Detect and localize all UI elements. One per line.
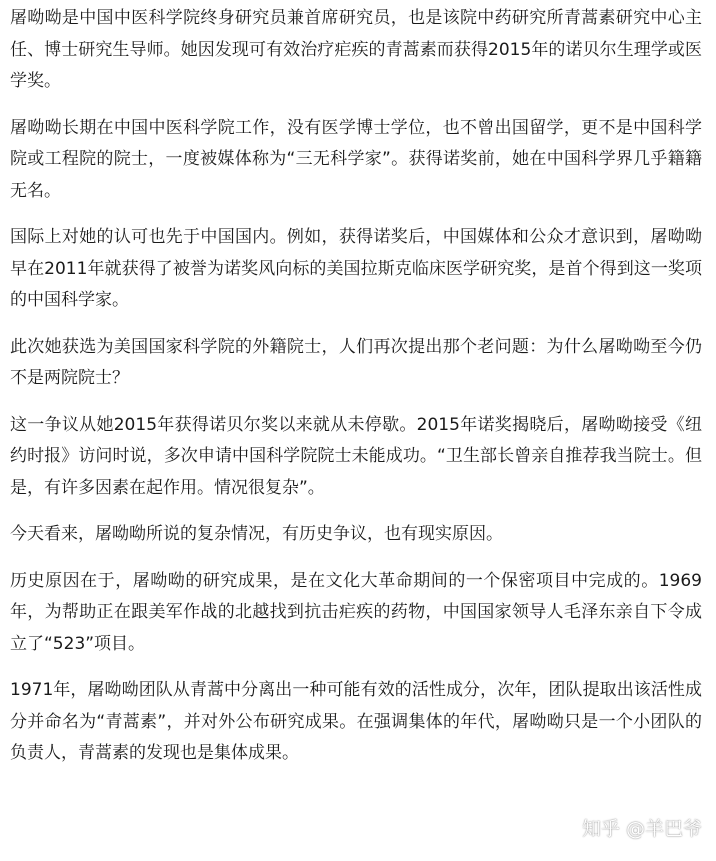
zhihu-watermark: 知乎 @羊巴爷 [581,818,702,840]
paragraph-3: 国际上对她的认可也先于中国国内。例如，获得诺奖后，中国媒体和公众才意识到，屠呦呦早在2011年就获得了被誉为诺奖风向标的美国拉斯克临床医学研究奖，是首个得到这一奖项的中国科学家。 [10,227,702,310]
paragraph-8: 1971年，屠呦呦团队从青蒿中分离出一种可能有效的活性成分，次年，团队提取出该活性成分并命名为“青蒿素”，并对外公布研究成果。在强调集体的年代，屠呦呦只是一个小团队的负责人，青蒿素的发现也是集体成果。 [10,680,702,763]
paragraph-6: 今天看来，屠呦呦所说的复杂情况，有历史争议，也有现实原因。 [10,524,503,544]
paragraph-7: 历史原因在于，屠呦呦的研究成果，是在文化大革命期间的一个保密项目中完成的。1969年，为帮助正在跟美军作战的北越找到抗击疟疾的药物，中国国家领导人毛泽东亲自下令成立了“523”项目。 [10,570,702,654]
paragraph-2: 屠呦呦长期在中国中医科学院工作，没有医学博士学位，也不曾出国留学，更不是中国科学院或工程院的院士，一度被媒体称为“三无科学家”。获得诺奖前，她在中国科学界几乎籍籍无名。 [10,117,702,201]
paragraph-5: 这一争议从她2015年获得诺贝尔奖以来就从未停歇。2015年诺奖揭晓后，屠呦呦接受《纽约时报》访问时说，多次申请中国科学院院士未能成功。“卫生部长曾亲自推荐我当院士。但是，有许多因素在起作用。情况很复杂”。 [10,414,702,498]
paragraph-4: 此次她获选为美国国家科学院的外籍院士，人们再次提出那个老问题：为什么屠呦呦至今仍不是两院院士？ [10,336,702,388]
paragraph-1: 屠呦呦是中国中医科学院终身研究员兼首席研究员，也是该院中药研究所青蒿素研究中心主任、博士研究生导师。她因发现可有效治疗疟疾的青蒿素而获得2015年的诺贝尔生理学或医学奖。 [10,8,702,91]
